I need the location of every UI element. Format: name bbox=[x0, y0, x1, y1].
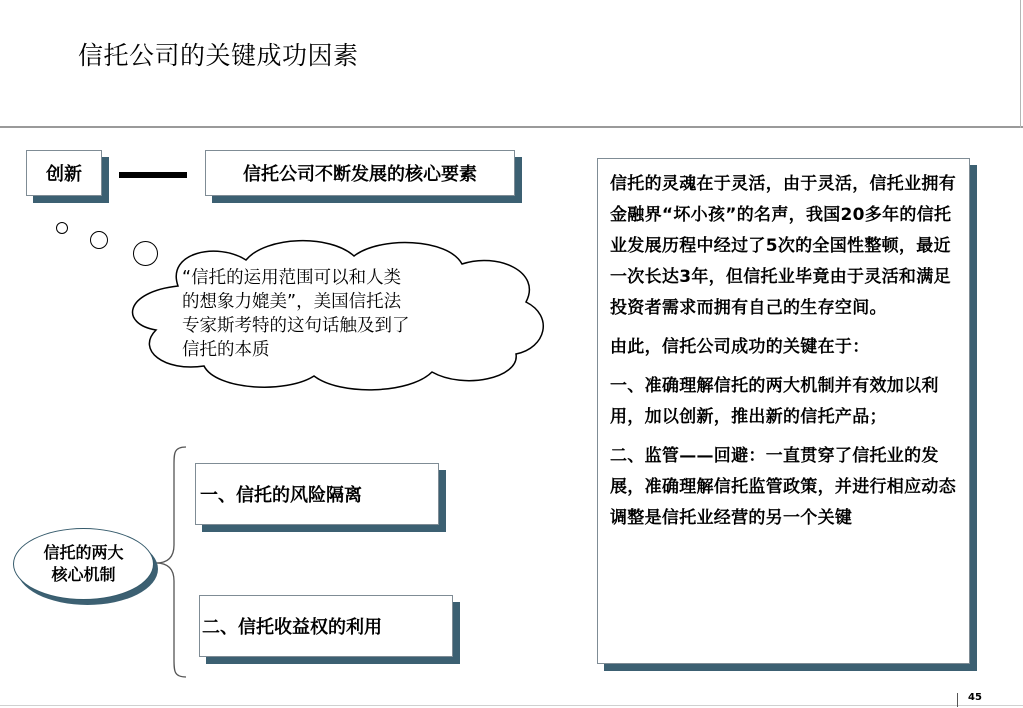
quote-line: 的想象力媲美”，美国信托法 bbox=[182, 292, 402, 312]
connector-dash bbox=[119, 172, 187, 178]
innovation-box bbox=[26, 150, 102, 196]
mechanism-item-1 bbox=[195, 463, 439, 525]
page-title: 信托公司的关键成功因素 bbox=[78, 41, 359, 70]
quote-text bbox=[182, 266, 472, 362]
title-divider bbox=[0, 126, 1023, 128]
page-number-separator bbox=[957, 693, 958, 707]
footer-divider bbox=[0, 705, 1023, 706]
explanation-paragraph: 二、监管——回避：一直贯穿了信托业的发展，准确理解信托监管政策，并进行相应动态调整是信托业经营的另一个关键 bbox=[610, 446, 956, 528]
explanation-paragraph: 由此，信托公司成功的关键在于： bbox=[610, 337, 870, 357]
quote-line: “信托的运用范围可以和人类 bbox=[182, 268, 402, 288]
core-mechanisms-oval bbox=[13, 528, 154, 600]
page-number: 45 bbox=[968, 692, 982, 703]
quote-line: 专家斯考特的这句话触及到了 bbox=[182, 316, 410, 336]
header-edge-line bbox=[1020, 0, 1021, 128]
mechanism-item-2 bbox=[199, 595, 453, 657]
brace bbox=[150, 445, 190, 680]
thought-bubble-medium bbox=[90, 231, 108, 249]
explanation-box bbox=[597, 158, 970, 664]
explanation-paragraph: 一、准确理解信托的两大机制并有效加以利用，加以创新，推出新的信托产品； bbox=[610, 376, 939, 427]
core-mechanisms-line: 信托的两大 bbox=[43, 543, 124, 562]
explanation-paragraph: 信托的灵魂在于灵活，由于灵活，信托业拥有金融界“坏小孩”的名声，我国20多年的信托业发展历程中经过了5次的全国性整顿，最近一次长达3年，但信托业毕竟由于灵活和满足投资者需求而拥有自己的生存空间。 bbox=[610, 174, 956, 318]
mechanism-item-label: 二、信托收益权的利用 bbox=[202, 617, 382, 638]
core-element-label: 信托公司不断发展的核心要素 bbox=[243, 164, 477, 185]
quote-line: 信托的本质 bbox=[182, 340, 270, 360]
mechanism-item-label: 一、信托的风险隔离 bbox=[200, 485, 362, 506]
core-mechanisms-line: 核心机制 bbox=[51, 565, 116, 584]
thought-bubble-small bbox=[56, 222, 68, 234]
innovation-label: 创新 bbox=[46, 164, 82, 185]
core-element-box bbox=[205, 150, 515, 196]
